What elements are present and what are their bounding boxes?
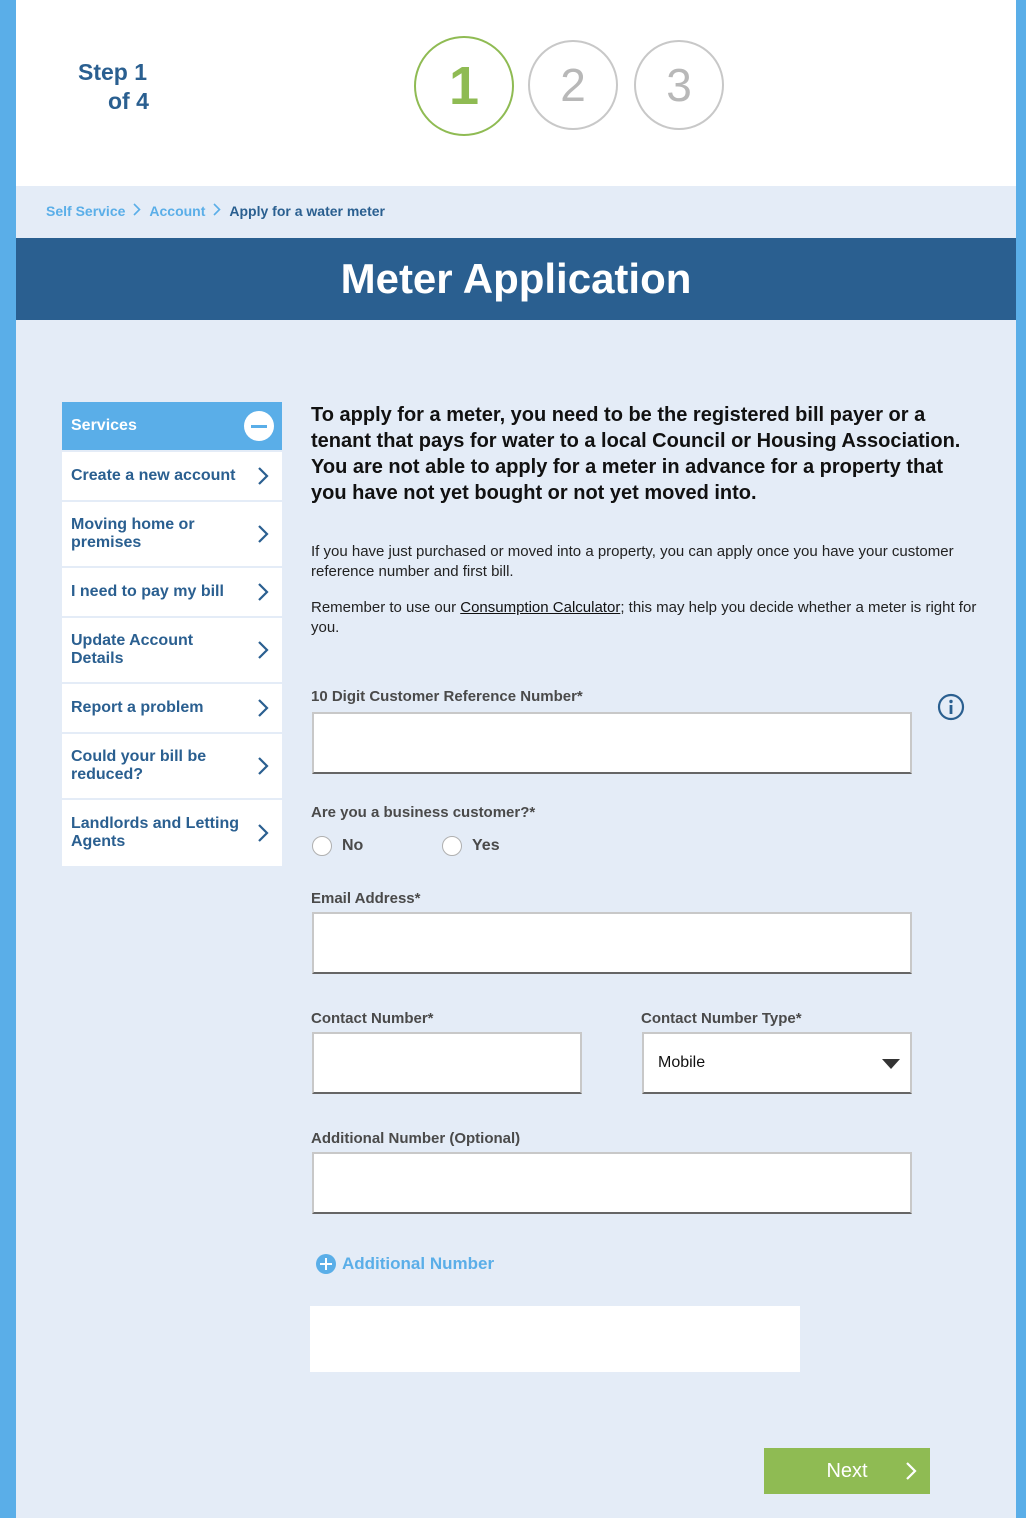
breadcrumb-link-account[interactable]: Account (149, 203, 206, 219)
radio-business-no[interactable] (312, 836, 363, 856)
add-number-label: Additional Number (342, 1254, 495, 1273)
sidebar-item-landlords[interactable] (62, 798, 282, 866)
chevron-right-icon (904, 1460, 918, 1482)
sidebar-item-report-problem[interactable] (62, 682, 282, 732)
sidebar-item-label: Update Account Details (71, 632, 194, 667)
contact-type-select[interactable] (642, 1032, 912, 1094)
additional-number-label: Additional Number (Optional) (311, 1130, 521, 1147)
next-button[interactable] (764, 1448, 930, 1494)
next-button-label: Next (826, 1459, 868, 1482)
intro-text (311, 402, 981, 638)
radio-label-no: No (342, 837, 364, 854)
sidebar-item-label: Report a problem (71, 699, 204, 716)
radio-circle[interactable] (312, 836, 332, 856)
step-counter-line1: Step 1 (78, 59, 148, 85)
sidebar-item-label: I need to pay my bill (71, 583, 224, 600)
sidebar-header-label: Services (71, 417, 137, 434)
contact-number-label: Contact Number* (311, 1010, 434, 1027)
step-circle-3: 3 (634, 40, 724, 130)
chevron-right-icon (256, 639, 270, 661)
sidebar-item-create-account[interactable] (62, 450, 282, 500)
add-number-button[interactable] (316, 1254, 494, 1274)
page (16, 0, 1016, 1518)
plus-icon (316, 1254, 336, 1274)
eligibility-notice: To apply for a meter, you need to be the registered bill payer or a tenant that pays for water to a local Council or Housing Association. You are not able to apply for a meter in advance for a property that you have not yet bought or not yet moved into. (311, 404, 961, 504)
contact-type-label: Contact Number Type* (641, 1010, 802, 1027)
sidebar-item-label: Landlords and Letting Agents (71, 815, 239, 850)
chevron-right-icon (213, 203, 221, 219)
sidebar-item-pay-bill[interactable] (62, 566, 282, 616)
contact-number-input[interactable] (312, 1032, 582, 1094)
chevron-right-icon (133, 203, 141, 219)
chevron-right-icon (256, 523, 270, 545)
contact-type-value: Mobile (658, 1054, 706, 1071)
chevron-right-icon (256, 822, 270, 844)
email-input[interactable] (312, 912, 912, 974)
step-circle-1: 1 (414, 36, 514, 136)
step-counter (78, 58, 149, 116)
info-icon[interactable] (937, 693, 965, 721)
services-sidebar (62, 402, 282, 866)
chevron-right-icon (256, 465, 270, 487)
sidebar-item-label: Moving home or premises (71, 516, 195, 551)
calculator-text-before: Remember to use our (311, 599, 461, 616)
sidebar-item-moving-home[interactable] (62, 500, 282, 566)
step-circle-2: 2 (528, 40, 618, 130)
business-customer-label: Are you a business customer?* (311, 804, 536, 821)
sidebar-item-update-account[interactable] (62, 616, 282, 682)
purchase-notice: If you have just purchased or moved into a property, you can apply once you have your customer reference number and first bill. (311, 543, 954, 580)
ref-number-label: 10 Digit Customer Reference Number* (311, 688, 583, 705)
sidebar-header[interactable] (62, 402, 282, 450)
sidebar-item-label: Could your bill be reduced? (71, 748, 207, 783)
radio-label-yes: Yes (472, 837, 500, 854)
ref-number-input[interactable] (312, 712, 912, 774)
dropdown-arrow-icon[interactable] (882, 1059, 900, 1069)
step-counter-line2: of 4 (108, 88, 149, 114)
radio-circle[interactable] (442, 836, 462, 856)
page-title: Meter Application (340, 255, 692, 302)
captcha-box[interactable] (310, 1306, 800, 1372)
sidebar-item-bill-reduced[interactable] (62, 732, 282, 798)
collapse-icon[interactable] (244, 411, 274, 441)
step-progress-bar (16, 0, 1016, 186)
chevron-right-icon (256, 755, 270, 777)
breadcrumb-link-self-service[interactable]: Self Service (46, 203, 126, 219)
consumption-calculator-link[interactable]: Consumption Calculator (460, 599, 621, 616)
calculator-text-after: ; this may help you decide whether a meter is right for you. (311, 599, 977, 636)
sidebar-item-label: Create a new account (71, 467, 236, 484)
breadcrumb-current: Apply for a water meter (229, 203, 385, 219)
page-title-banner (16, 238, 1016, 320)
chevron-right-icon (256, 581, 270, 603)
additional-number-input[interactable] (312, 1152, 912, 1214)
calculator-notice (311, 598, 981, 638)
chevron-right-icon (256, 697, 270, 719)
email-label: Email Address* (311, 890, 421, 907)
breadcrumb (46, 203, 385, 219)
radio-business-yes[interactable] (442, 836, 500, 856)
